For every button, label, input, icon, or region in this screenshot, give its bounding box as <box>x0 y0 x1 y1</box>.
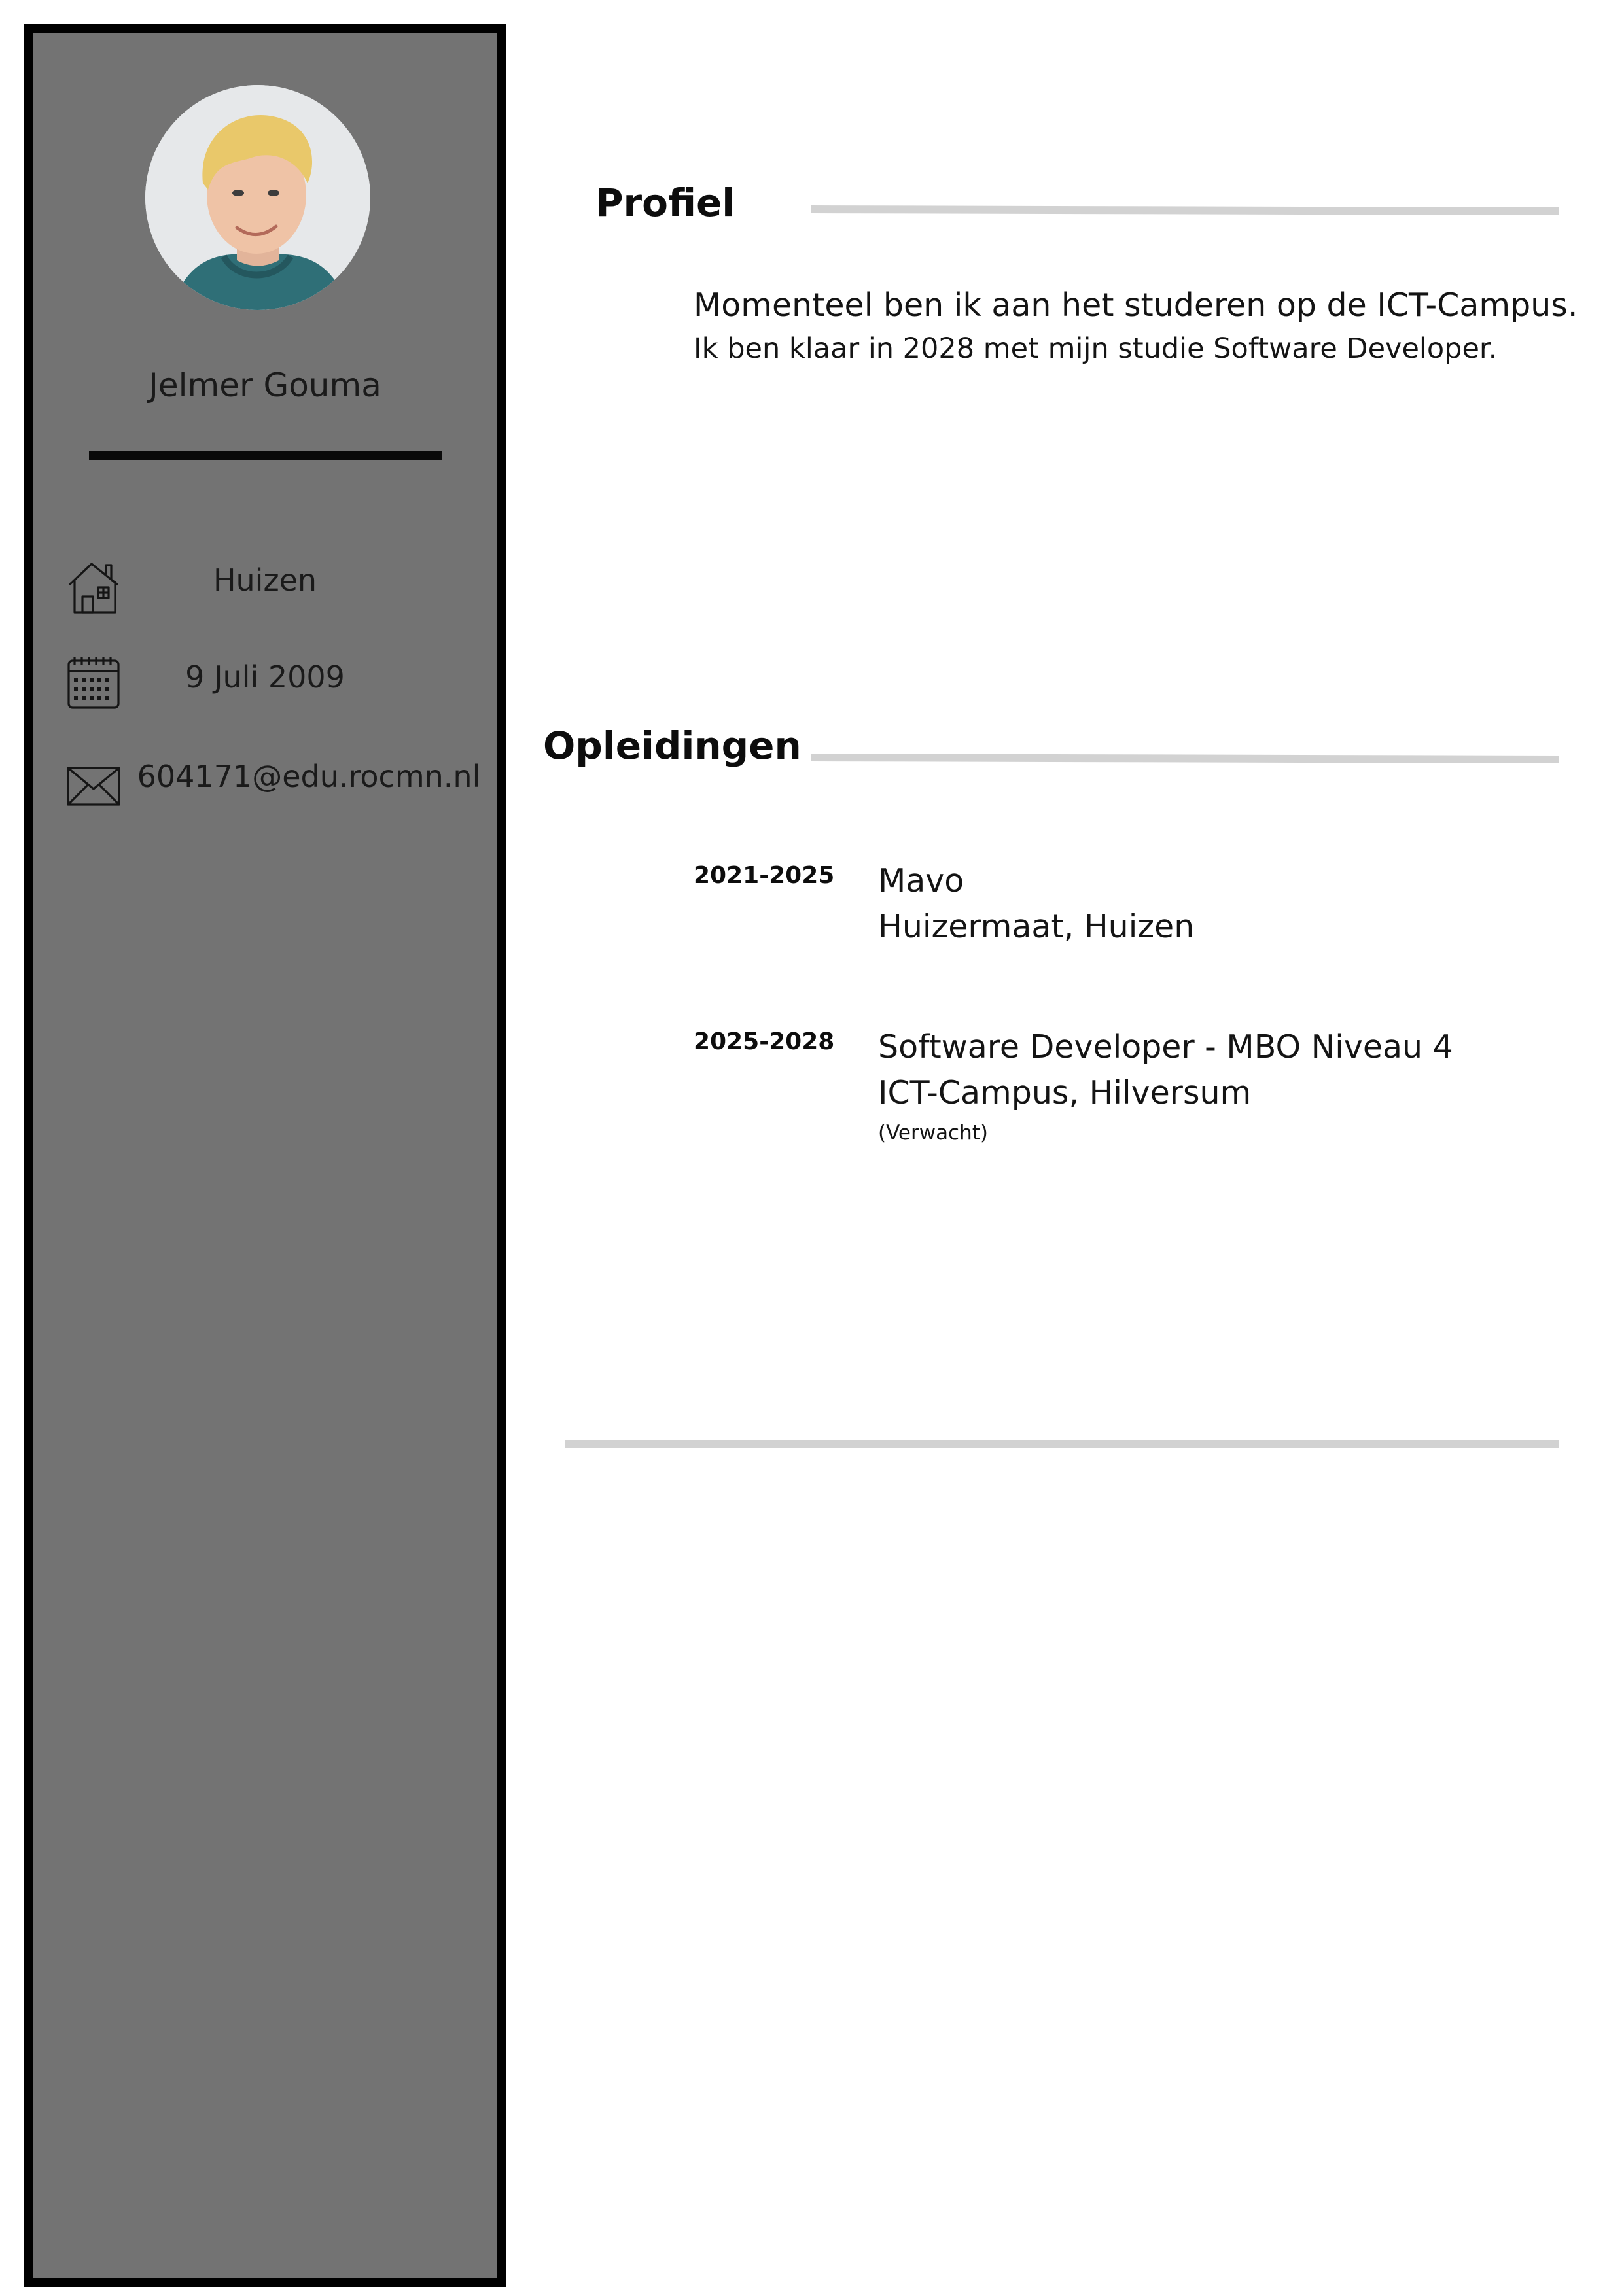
profile-heading: Profiel <box>595 181 735 225</box>
sidebar <box>24 24 506 2287</box>
person-name: Jelmer Gouma <box>149 366 381 404</box>
profile-rule <box>811 205 1559 215</box>
education-title: Software Developer - MBO Niveau 4 <box>878 1028 1453 1066</box>
birthdate-text: 9 Juli 2009 <box>185 659 345 695</box>
location-text: Huizen <box>213 563 317 598</box>
bottom-rule <box>565 1440 1559 1448</box>
name-divider <box>89 451 442 460</box>
email-text: 604171@edu.rocmn.nl <box>137 759 481 794</box>
education-title: Mavo <box>878 862 964 899</box>
envelope-icon <box>65 757 122 814</box>
education-rule <box>811 754 1559 763</box>
education-school: Huizermaat, Huizen <box>878 908 1195 945</box>
profile-text-line-2: Ik ben klaar in 2028 met mijn studie Software Developer. <box>694 332 1498 365</box>
education-heading: Opleidingen <box>543 723 802 768</box>
education-years: 2021-2025 <box>694 862 835 889</box>
education-years: 2025-2028 <box>694 1028 835 1055</box>
profile-text-line-1: Momenteel ben ik aan het studeren op de ICT-Campus. <box>694 287 1578 324</box>
education-note: (Verwacht) <box>878 1121 989 1145</box>
education-school: ICT-Campus, Hilversum <box>878 1074 1252 1111</box>
profile-photo <box>145 85 370 310</box>
